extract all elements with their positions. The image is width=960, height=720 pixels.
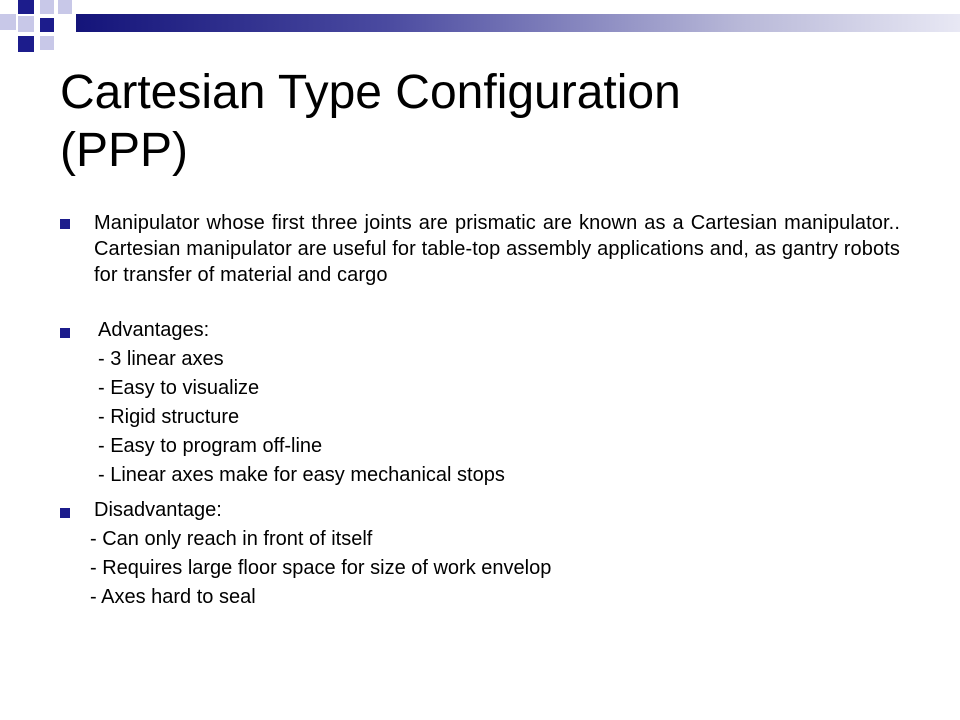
advantage-item: - Rigid structure bbox=[98, 406, 240, 428]
deco-square bbox=[0, 14, 16, 30]
advantage-item: - 3 linear axes bbox=[98, 348, 224, 370]
disadvantage-heading: Disadvantage: bbox=[94, 499, 222, 521]
disadvantage-bullet bbox=[60, 496, 900, 525]
advantages-heading: Advantages: bbox=[98, 319, 210, 341]
advantage-item: - Linear axes make for easy mechanical stops bbox=[98, 464, 505, 486]
square-bullet-icon bbox=[60, 508, 70, 518]
advantages-bullet bbox=[60, 316, 900, 345]
deco-square bbox=[40, 0, 54, 14]
header-gradient-bar bbox=[76, 14, 960, 32]
advantage-item: - Easy to visualize bbox=[98, 377, 260, 399]
slide-content bbox=[60, 210, 900, 612]
slide-title bbox=[60, 64, 920, 180]
intro-bullet bbox=[60, 210, 900, 288]
deco-square bbox=[40, 36, 54, 50]
disadvantage-item: - Requires large floor space for size of work envelop bbox=[90, 557, 552, 579]
advantages-list bbox=[60, 345, 900, 490]
disadvantages-list bbox=[60, 525, 900, 612]
intro-text: Manipulator whose first three joints are prismatic are known as a Cartesian manipulator.. Cartesian manipulator are useful for table-top assembly applications and, as gantry robots for transfer of material and cargo bbox=[94, 212, 900, 286]
square-bullet-icon bbox=[60, 328, 70, 338]
advantage-item: - Easy to program off-line bbox=[98, 435, 323, 457]
deco-square bbox=[58, 0, 72, 14]
title-line-2: (PPP) bbox=[60, 124, 189, 177]
disadvantage-item: - Axes hard to seal bbox=[90, 586, 256, 608]
disadvantage-item: - Can only reach in front of itself bbox=[90, 528, 373, 550]
deco-square bbox=[18, 36, 34, 52]
deco-square bbox=[40, 18, 54, 32]
deco-square bbox=[18, 0, 34, 14]
deco-square bbox=[18, 16, 34, 32]
square-bullet-icon bbox=[60, 219, 70, 229]
title-line-1: Cartesian Type Configuration bbox=[60, 66, 681, 119]
